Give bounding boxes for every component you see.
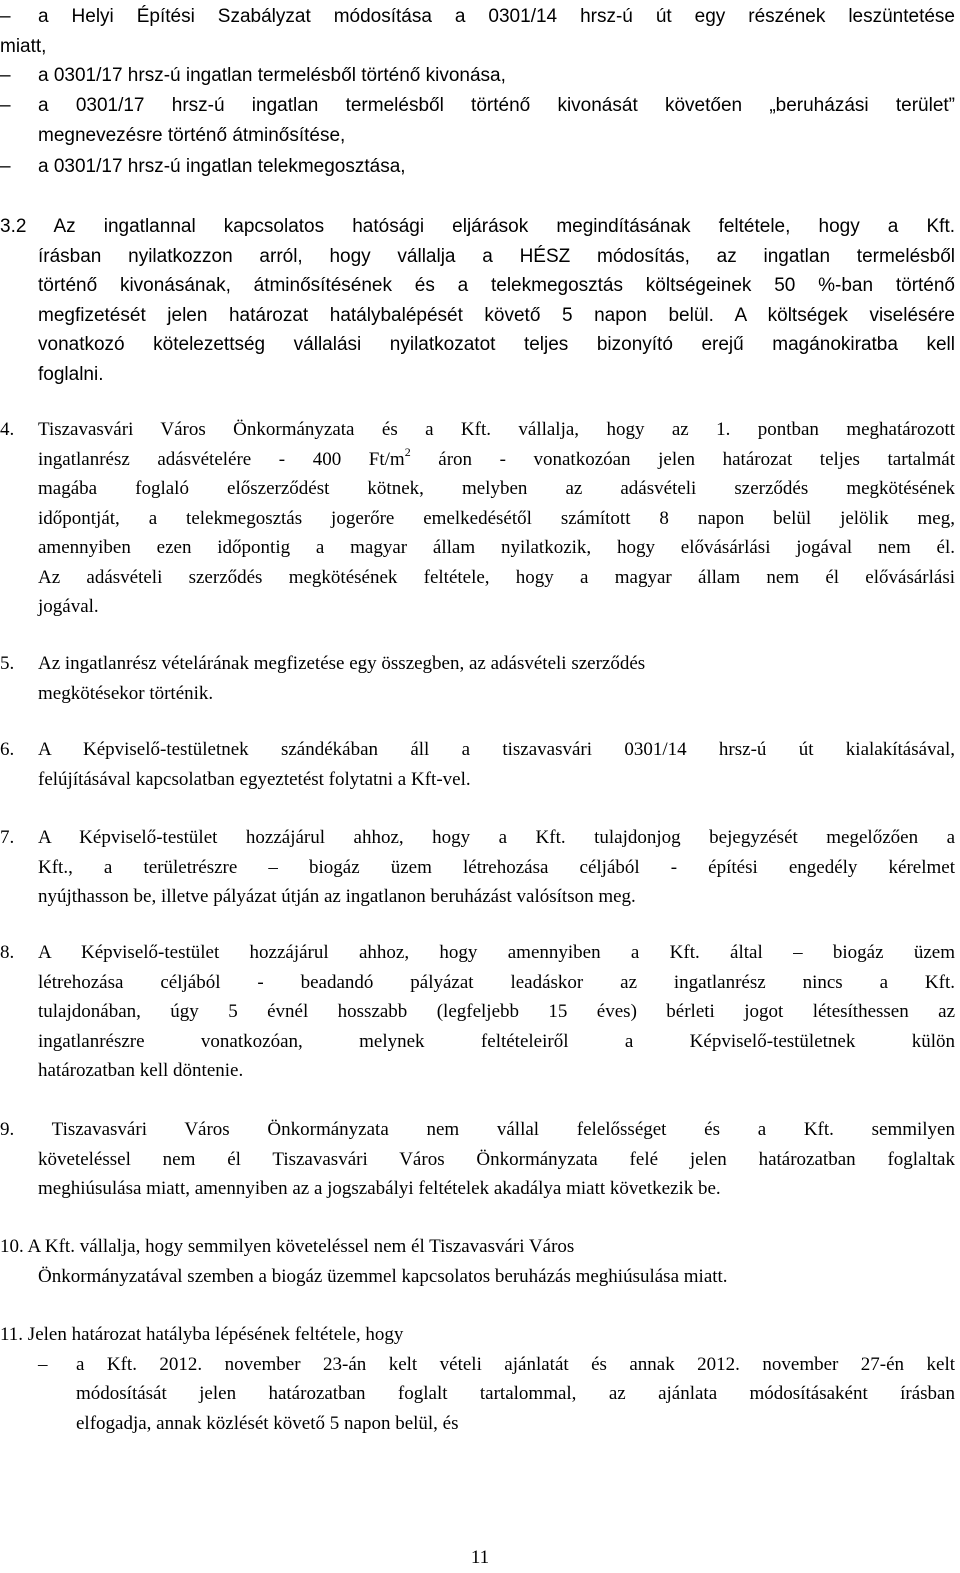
paragraph-5: 5. Az ingatlanrész vételárának megfizetése egy összegben, az adásvételi szerződés megkötésekor történik. xyxy=(0,653,646,704)
paragraph-8: 8. A Képviselő-testület hozzájárul ahhoz, hogy amennyiben a Kft. által – biogáz üzem létrehozása céljából - beadandó pályázat leadáskor az ingatlanrész nincs a Kft. tulajdonában, úgy 5 évnél hosszabb (legfeljebb 15 éves) bérleti jogot létesíthessen az ingatlanrészre vonatkozóan, melynek feltételeiről a Képviselő-testületnek külön határozatban kell döntenie. xyxy=(0,942,955,1081)
paragraph-11: 11. Jelen határozat hatályba lépésének feltétele, hogy – a Kft. 2012. november 23-án kelt vételi ajánlatát és annak 2012. november 27-én kelt módosítását jelen határozatban foglalt tartalommal, az ajánlata módosításaként írásban elfogadja, annak közlését követő 5 napon belül, és xyxy=(0,1320,955,1438)
paragraph-4: 4. Tiszavasvári Város Önkormányzata és a Kft. vállalja, hogy az 1. pontban meghatározott ingatlanrész adásvételére - 400 $Ft/m^2$ áron - vonatkozóan jelen határozat teljes tartalmát magába foglaló előszerződést kötnek, melyben az adásvételi szerződés megkötésének időpontját, a telekmegosztás jogerőre emelkedésétől számított 8 napon belül jelölik meg, amennyiben ezen időpontig a magyar állam nyilatkozik, hogy elővásárlási jogával nem él. Az adásvételi szerződés megkötésének feltétele, hogy a magyar állam nem él elővásárlási jogával. xyxy=(0,419,955,617)
paragraph-10: 10. A Kft. vállalja, hogy semmilyen követeléssel nem él Tiszavasvári Város Önkormányzatával szemben a biogáz üzemmel kapcsolatos beruházás meghiúsulása miatt. xyxy=(0,1236,728,1287)
list-item: – a 0301/17 hrsz-ú ingatlan telekmegosztása, xyxy=(0,152,955,182)
list-item: – a Helyi Építési Szabályzat módosítása a 0301/14 hrsz-ú út egy részének leszüntetése miatt, xyxy=(0,2,955,61)
paragraph-3-2: 3.2 Az ingatlannal kapcsolatos hatósági eljárások megindításának feltétele, hogy a Kft. írásban nyilatkozzon arról, hogy vállalja a HÉSZ módosítás, az ingatlan termelésből történő kivonásának, átminősítésének és a telekmegosztás költségeinek 50 %-ban történő megfizetését jelen határozat hatálybalépését követő 5 napon belül. A költségek viselésére vonatkozó kötelezettség vállalási nyilatkozatot teljes bizonyító erejű magánokiratba kell foglalni. xyxy=(0,216,955,385)
list-item: – a 0301/17 hrsz-ú ingatlan termelésből történő kivonását követően „beruházási terület” megnevezésre történő átminősítése, xyxy=(0,91,955,150)
dash-bullet: – xyxy=(0,95,11,116)
paragraph-9: 9. Tiszavasvári Város Önkormányzata nem vállal felelősséget és a Kft. semmilyen követeléssel nem él Tiszavasvári Város Önkormányzata felé jelen határozatban foglaltak meghiúsulása miatt, amennyiben az a jogszabályi feltételek akadálya miatt következik be. xyxy=(0,1119,955,1199)
dash-bullet: – xyxy=(0,156,11,177)
dash-bullet: – xyxy=(38,1353,48,1375)
list-item: – a 0301/17 hrsz-ú ingatlan termelésből történő kivonása, xyxy=(0,61,955,91)
dash-bullet: – xyxy=(0,65,11,86)
paragraph-7: 7. A Képviselő-testület hozzájárul ahhoz, hogy a Kft. tulajdonjog bejegyzését megelőzően a Kft., a területrészre – biogáz üzem létrehozása céljából - építési engedély kérelmet nyújthasson be, illetve pályázat útján az ingatlanon beruházást valósítson meg. xyxy=(0,827,955,907)
page-number: 11 xyxy=(470,1547,490,1568)
paragraph-6: 6. A Képviselő-testületnek szándékában áll a tiszavasvári 0301/14 hrsz-ú út kialakításával, felújításával kapcsolatban egyeztetést folytatni a Kft-vel. xyxy=(0,739,955,790)
list-item: – a Kft. 2012. november 23-án kelt vételi ajánlatát és annak 2012. november 27-én kelt módosítását jelen határozatban foglalt tartalommal, az ajánlata módosításaként írásban elfogadja, annak közlését követő 5 napon belül, és xyxy=(0,1350,955,1439)
dash-bullet: – xyxy=(0,6,11,27)
